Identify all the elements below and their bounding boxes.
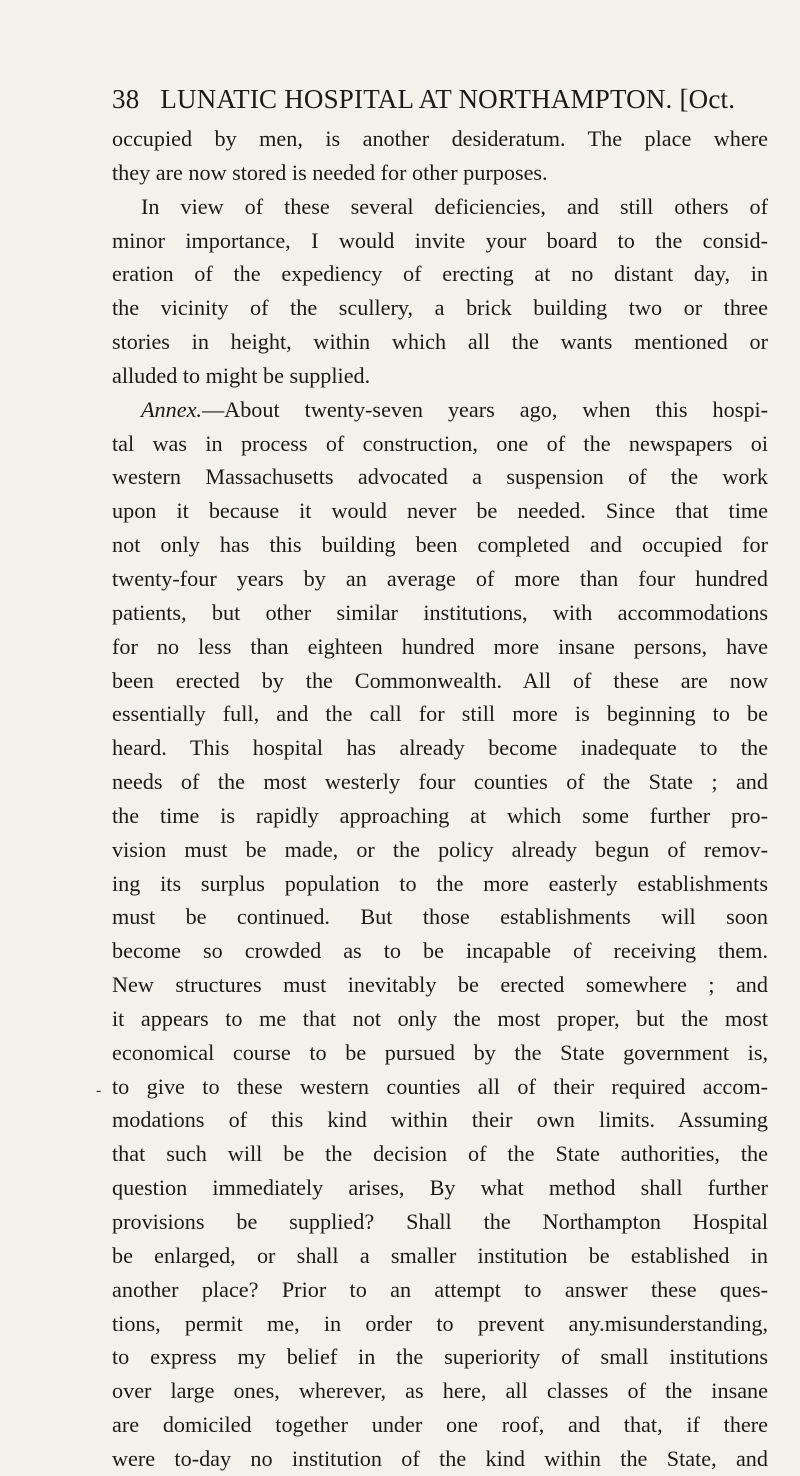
text-line: stories in height, within which all the wants mentioned or bbox=[112, 329, 768, 355]
annex-line-text: —About twenty-seven years ago, when this hospi- bbox=[201, 396, 768, 422]
text-line: were to-day no institution of the kind within the State, and bbox=[112, 1445, 768, 1471]
text-line: vision must be made, or the policy already begun of remov- bbox=[112, 836, 768, 862]
text-line: been erected by the Commonwealth. All of these are now bbox=[112, 667, 768, 693]
annex-label: Annex. bbox=[141, 396, 202, 422]
text-line: are domiciled together under one roof, and that, if there bbox=[112, 1412, 768, 1438]
text-line: twenty-four years by an average of more than four hundred bbox=[112, 565, 768, 591]
text-line: question immediately arises, By what method shall further bbox=[112, 1175, 768, 1201]
text-line: upon it because it would never be needed. Since that time bbox=[112, 498, 768, 524]
text-line-annex bbox=[112, 393, 768, 427]
text-line: to express my belief in the superiority of small institutions bbox=[112, 1344, 768, 1370]
text-line: the vicinity of the scullery, a brick building two or three bbox=[112, 295, 768, 321]
text-line: minor importance, I would invite your board to the consid- bbox=[112, 227, 768, 253]
text-line: New structures must inevitably be erected somewhere ; and bbox=[112, 972, 768, 998]
body-text bbox=[112, 122, 768, 1476]
text-line: another place? Prior to an attempt to answer these ques- bbox=[112, 1276, 768, 1302]
text-line: be enlarged, or shall a smaller institution be established in bbox=[112, 1242, 768, 1268]
text-line: not only has this building been completed and occupied for bbox=[112, 532, 768, 558]
page-number: 38 bbox=[112, 84, 140, 114]
text-line: western Massachusetts advocated a suspension of the work bbox=[112, 464, 768, 490]
text-line: provisions be supplied? Shall the Northampton Hospital bbox=[112, 1209, 768, 1234]
text-line: eration of the expediency of erecting at no distant day, in bbox=[112, 261, 768, 287]
text-line: tions, permit me, in order to prevent any.misunderstanding, bbox=[112, 1310, 768, 1336]
text-line: heard. This hospital has already become inadequate to the bbox=[112, 735, 768, 761]
text-line: essentially full, and the call for still more is beginning to be bbox=[112, 701, 768, 727]
text-line: they are now stored is needed for other purposes. bbox=[112, 159, 548, 185]
text-line: economical course to be pursued by the State government is, bbox=[112, 1039, 768, 1065]
text-line: that such will be the decision of the State authorities, the bbox=[112, 1141, 768, 1167]
text-line: to give to these western counties all of their required accom- bbox=[112, 1073, 768, 1099]
text-line: In view of these several deficiencies, and still others of bbox=[141, 193, 768, 219]
text-line: over large ones, wherever, as here, all classes of the insane bbox=[112, 1378, 768, 1404]
text-line: it appears to me that not only the most proper, but the most bbox=[112, 1005, 768, 1031]
margin-mark: - bbox=[96, 1082, 102, 1099]
date-mark: [Oct. bbox=[679, 84, 736, 114]
text-line: become so crowded as to be incapable of receiving them. bbox=[112, 938, 768, 964]
text-line: alluded to might be supplied. bbox=[112, 362, 371, 388]
text-line: modations of this kind within their own limits. Assuming bbox=[112, 1107, 768, 1133]
text-line: patients, but other similar institutions, with accommodations bbox=[112, 599, 768, 625]
text-line: for no less than eighteen hundred more insane persons, have bbox=[112, 633, 768, 659]
text-line: needs of the most westerly four counties of the State ; and bbox=[112, 769, 768, 795]
running-header bbox=[112, 84, 762, 115]
text-line: occupied by men, is another desideratum. The place where bbox=[112, 126, 768, 151]
text-line: tal was in process of construction, one of the newspapers oi bbox=[112, 430, 768, 456]
text-line: must be continued. But those establishments will soon bbox=[112, 904, 768, 930]
running-title: LUNATIC HOSPITAL AT NORTHAMPTON. bbox=[160, 84, 673, 114]
text-line: ing its surplus population to the more easterly establishments bbox=[112, 870, 768, 896]
text-line: the time is rapidly approaching at which some further pro- bbox=[112, 802, 768, 828]
